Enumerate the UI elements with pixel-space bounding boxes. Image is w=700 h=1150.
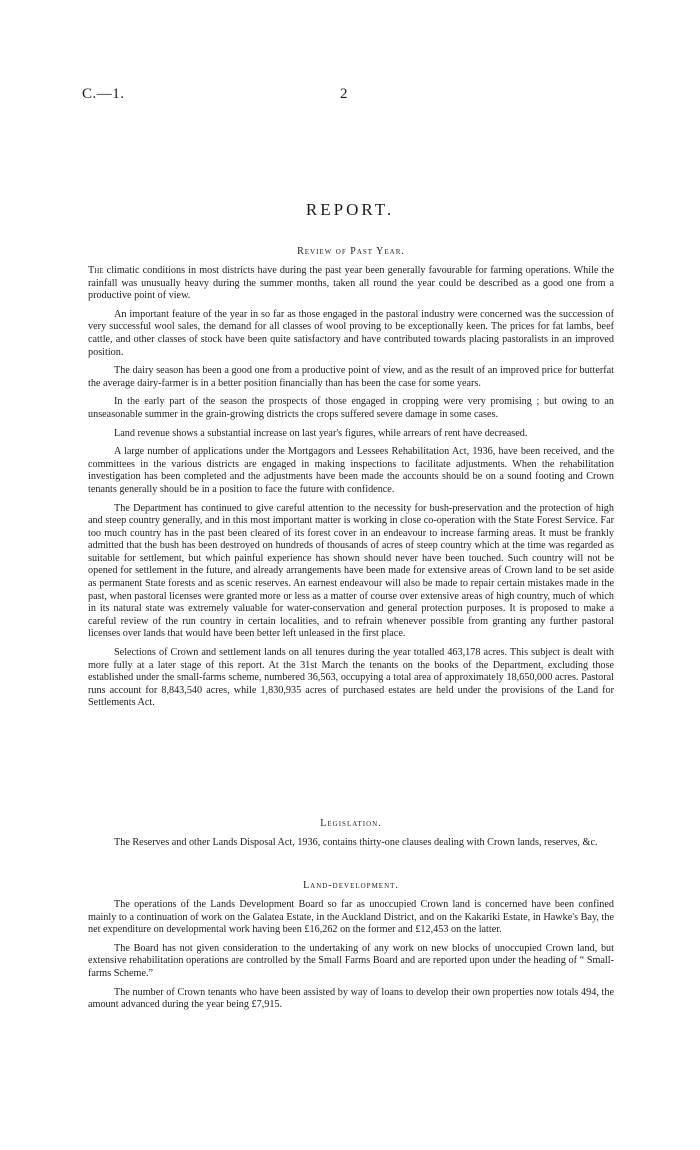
report-title: REPORT. (305, 200, 395, 219)
paragraph: The Reserves and other Lands Disposal Act, 1936, contains thirty-one clauses dealing with Crown lands, reserves, &c. (114, 837, 598, 848)
document-reference: C.—1. (82, 86, 125, 102)
paragraph: Land revenue shows a substantial increase on last year's figures, while arrears of rent have decreased. (114, 427, 528, 439)
section-heading: Land-development. (303, 880, 399, 891)
paragraph: The number of Crown tenants who have been assisted by way of loans to develop their own properties now totals 494, the amount advanced during the year being £7,915. (88, 986, 614, 1011)
paragraph: The operations of the Lands Development Board so far as unoccupied Crown land is concerned have been confined mainly to a continuation of work on the Galatea Estate, in the Auckland District, and on the Kakariki Estate, in Hawke's Bay, the net expenditure on developmental work having been £16,262 on the former and £12,453 on the latter. (88, 899, 614, 936)
section-heading: Review of Past Year. (297, 246, 405, 257)
section-review-of-past-year (88, 246, 614, 716)
section-legislation (88, 818, 614, 856)
page-number: 2 (340, 86, 348, 102)
paragraph: An important feature of the year in so far as those engaged in the pastoral industry were concerned was the succession of very successful wool sales, the demand for all classes of wool proving to be exceptionally keen. The prices for fat lambs, beef cattle, and other classes of stock have been quite satisfactory and have contributed towards placing pastoralists in an improved position. (88, 308, 614, 358)
paragraph: The dairy season has been a good one from a productive point of view, and as the result of an improved price for butterfat the average dairy-farmer is in a better position financially than has been the case for some years. (88, 365, 614, 389)
paragraph: Selections of Crown and settlement lands on all tenures during the year totalled 463,178 acres. This subject is dealt with more fully at a later stage of this report. At the 31st March the tenants on the books of the Department, excluding those established under the small-farms scheme, numbered 36,563, occupying a total area of approximately 18,650,000 acres. Pastoral runs account for 8,843,540 acres, while 1,830,935 acres of purchased estates are held under the provisions of the Land for Settlements Act. (88, 647, 614, 709)
lead-word: The (88, 265, 104, 276)
paragraph: A large number of applications under the Mortgagors and Lessees Rehabilitation Act, 1936, have been received, and the committees in the various districts are engaged in making inspections to facilitate adjustments. When the rehabilitation investigation has been completed and the adjustments have been made the accounts should be on a sound footing and Crown tenants generally should be in a position to face the future with confidence. (88, 446, 614, 495)
paragraph: In the early part of the season the prospects of those engaged in cropping were very promising ; but owing to an unseasonable summer in the grain-growing districts the crops suffered severe damage in some cases. (88, 396, 614, 420)
paragraph: The climatic conditions in most districts have during the past year been generally favourable for farming operations. While the rainfall was unusually heavy during the summer months, taken all round the year could be described as a good one from a productive point of view. (88, 265, 614, 302)
paragraph: The Department has continued to give careful attention to the necessity for bush-preservation and the protection of high and steep country generally, and in this most important matter is working in close co-operation with the State Forest Service. Far too much country has in the past been cleared of its forest cover in an endeavour to increase farming areas. It must be frankly admitted that the bush has been destroyed on hundreds of thousands of acres of steep country which at the time was regarded as suitable for settlement, but which painful experience has shown should never have been touched. Such country will not be opened for settlement in the future, and already arrangements have been made for extensive areas of Crown land to be set aside as permanent State forests and as scenic reserves. An earnest endeavour will also be made to repair certain mistakes made in the past, when pastoral licenses were granted more or less as a matter of course over extensive areas of high country, much of which in its natural state was extremely valuable for water-conservation and general protection purposes. It is proposed to make a careful review of the run country in certain localities, and to refrain whenever possible from granting any further pastoral licenses over lands that would have been better left unleased in the first place. (88, 502, 614, 640)
section-heading: Legislation. (320, 818, 382, 829)
section-land-development (88, 880, 614, 1018)
paragraph: The Board has not given consideration to the undertaking of any work on new blocks of unoccupied Crown land, but extensive rehabilitation operations are controlled by the Small Farms Board and are reported upon under the heading of “ Small-farms Scheme.” (88, 942, 614, 979)
